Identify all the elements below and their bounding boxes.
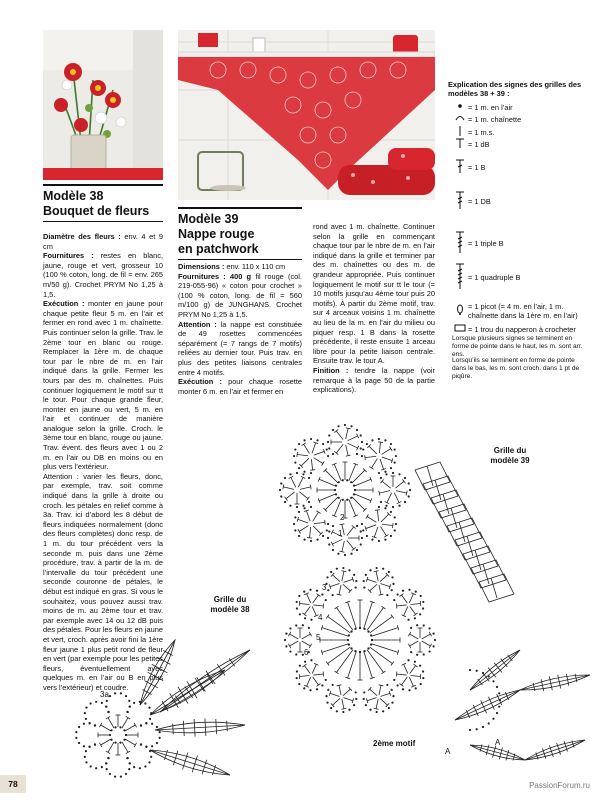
paragraph-label: Diamètre des fleurs :: [43, 232, 121, 241]
paragraph-label: Finition :: [313, 365, 349, 375]
chart-number-label: 4: [318, 613, 323, 622]
paragraph-label: Attention :: [178, 319, 217, 329]
grid38-label-line2: modèle 38: [210, 605, 250, 614]
grid38-diagram: [75, 640, 250, 778]
legend-item-text: = 1 triple B: [468, 238, 504, 248]
grid39-label-line1: Grille du: [493, 446, 527, 455]
grid38-label-line1: Grille du: [213, 595, 247, 604]
chart-number-label: 3a: [100, 690, 109, 699]
paragraph-text: tendre la nappe (voir remarque à la page 50 de la partie explications).: [313, 365, 435, 395]
legend-item-text: = 1 quadruple B: [468, 272, 521, 282]
paragraph-text: fil rouge (col. 219-055-96) « coton pour crochet » (100 % coton, long. de fil = 560 m/100 g) de JUNGHANS. Crochet PRYM No 1,25 à 1,5.: [178, 271, 302, 319]
paragraph-text: env. 4 et 9 cm: [43, 232, 163, 251]
legend-item-text: = 1 picot (= 4 m. en l’air, 1 m. chaînette dans la 1ère m. en l’air): [468, 302, 578, 320]
chart-number-label: A: [495, 738, 501, 747]
paragraph-label: Exécution :: [178, 377, 222, 387]
legend-item-text: = 1 B: [468, 162, 486, 172]
paragraph-text: restes en blanc, jaune, rouge et vert, grosseur 10 (100 % coton, long. de fil = env. 265 m/50 g). Crochet PRYM No 1,25 à 1,5.: [43, 251, 163, 299]
paragraph-label: Exécution :: [43, 299, 85, 309]
chart-number-label: 3: [322, 583, 327, 592]
paragraph-text: env. 110 x 110 cm: [224, 262, 286, 271]
legend-note: Lorsque plusieurs signes se terminent en forme de pointe dans le haut, les m. sont arr. ens.: [452, 335, 583, 358]
chart-number-label: A: [445, 747, 451, 756]
legend-item-text: = 1 m. en l’air: [468, 102, 513, 112]
grid39-label-line2: modèle 39: [490, 456, 530, 465]
chart-number-label: 1: [338, 529, 343, 538]
paragraph-label: Dimensions :: [178, 262, 225, 271]
chart-number-label: 6: [304, 648, 309, 657]
paragraph-text: monter en jaune pour chaque petite fleur 5 m. en l’air et fermer en rond avec 1 m. chaînette. Puis continuer selon la grille. Trav. le 2ème tour en blanc ou rouge. Remplacer la 1ère m. de chaque tour par le nbre de m. en l’air indiqué dans la grille. Fermer les tours par des m. chaînettes. Puis continuer logiquement le motif sur tt le tour. Pour chaque grande fleur, monter en jaune ou vert, 5 m. en l’air et continuer de manière analogue selon la grille. Croch. le 3ème tour en blanc, rouge ou jaune. Trav. évent. des fleurs avec 1 ou 2 m. en l’air ou DB en moins ou en plus vers l’extérieur.: [43, 299, 163, 472]
chart-number-label: 5: [316, 633, 321, 642]
legend-item-text: = 1 DB: [468, 196, 491, 206]
grid39-diagram: [279, 424, 590, 761]
legend-note: Lorsqu’ils se terminent en forme de pointe dans le bas, les m. sont croch. dans 1 pt de piqûre.: [452, 357, 580, 380]
second-motif-label: 2ème motif: [373, 739, 416, 748]
paragraph-text: la nappe est constituée de 49 rosettes commencées séparément (= 7 rangs de 7 motifs) reliées au dernier tour. Puis trav. en plus des petites liaisons centrales entre 4 motifs.: [178, 319, 302, 377]
paragraph-text: pour chaque rosette monter 6 m. en l’air et fermer en: [178, 377, 303, 396]
model38-name: Bouquet de fleurs: [43, 204, 150, 218]
paragraph-label: Fournitures : 400 g: [178, 271, 252, 281]
paragraph-label: Fournitures :: [43, 251, 94, 261]
page-number: 78: [0, 775, 26, 793]
model39-name-line1: Nappe rouge: [178, 227, 255, 241]
paragraph-text: Attention : varier les fleurs, donc, par exemple, trav. soit comme indiqué dans la grille à droite ou croch. les pétales en relief comme à 3a. Trav. ici d’abord les 8 début de fleurs indiquées normalement (donc des fleurs complètes) donc resp. de 1 m. du tour précédent vers la seconde m. puis dans une 2ème procédure, trav. à partir de la m. de l’intervalle du tour précédent une seconde couronne de pétales, le début est indiqué en gras. Si vous le souhaitez, vous pouvez aussi trav. moins de m. au 2ème tour et trav. par exemple avec 14 ou 12 dB puis des pétales. Pour les fleurs en jaune et vert, croch. après avoir fini la 1ère fleur jaune 1 plus petit rond de fleur en vert (par exemple pour les petites fleurs, éventuellement avec quelques m. en l’air ou B en plus vers l’extérieur) et coudre.: [43, 471, 163, 692]
legend-item-text: = 1 m.s.: [468, 127, 495, 137]
model39-label: Modèle 39: [178, 212, 239, 226]
model39-name-line2: en patchwork: [178, 242, 259, 256]
chart-number-label: 2: [340, 513, 345, 522]
legend-item-text: = 1 trou du napperon à crocheter: [468, 324, 576, 334]
footer-watermark: PassionForum.ru: [529, 781, 590, 790]
model38-label: Modèle 38: [43, 189, 104, 203]
legend-heading: Explication des signes des grilles des modèles 38 + 39 :: [448, 80, 582, 99]
legend-item-text: = 1 m. chaînette: [468, 114, 522, 124]
legend-item-text: = 1 dB: [468, 139, 490, 149]
paragraph-text: rond avec 1 m. chaînette. Continuer selon la grille en commençant chaque tour par le nbre de m. en l’air indiqué dans la grille et terminer par des m. chaînettes ou des m. de grandeur appropriée. Puis continuer logiquement le motif sur tt le tour (= 10 motifs jusqu’au 4ème tour puis 20 motifs). À partir du 2ème motif, trav. sur 4 arceaux voisins 1 m. chaînette au lieu de la m. en l’air du milieu ou piquer resp. 1 B dans la rosette précédente, il reste ensuite 1 arceau libre pour la petite liaison centrale. Ensuite trav. le tour A.: [313, 222, 435, 366]
